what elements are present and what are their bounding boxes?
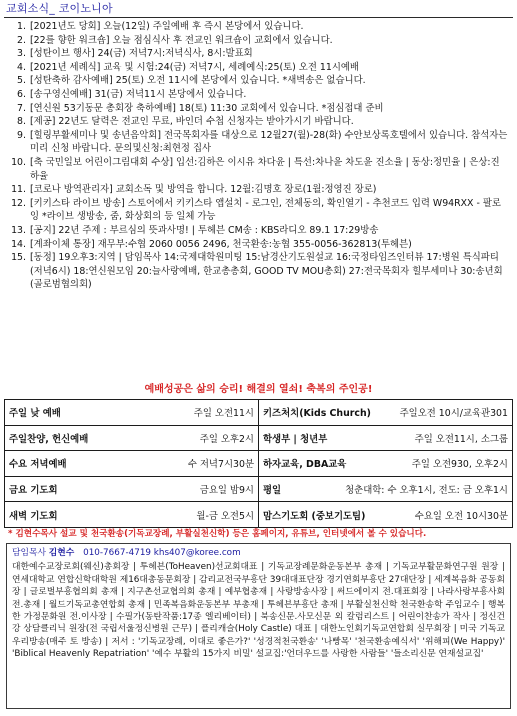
table-row: [5, 502, 513, 528]
news-item: 3. [성탄이브 행사] 24(금) 저녁7시:저녁식사, 8시:발표회: [17, 48, 253, 60]
news-item: 15. [동정] 19오후3:지역 | 담임목사 14:국제대학원미팅 15:남경산기도원설교 16:국정타임즈인터뷰 17:병원 특식파티(저녁6시) 18:연신원모임 20:늘사랑예배, 한교총총회, GOOD TV MOU총회) 27:전국목회자 힐부세미나 30:송년회(골로범협의회): [11, 252, 503, 291]
news-text: [힐링부활세미나 및 송년음악회] 전국목회자를 대상으로 12월27(월)-28(화) 수안보상록호텔에서 있습니다. 참석자는 미리 신청 바랍니다. 문의및신청:최현정 집사: [30, 129, 508, 155]
service-time: 금요일 밤9시: [199, 485, 254, 497]
service-name: 주일 낮 예배: [9, 408, 61, 420]
service-name: 금요 기도회: [9, 485, 58, 497]
page-header: 교회소식_ 코이노니아: [6, 2, 113, 15]
table-row: [5, 400, 513, 426]
news-item: 6. [송구영신예배] 31(금) 저녁11시 본당에서 있습니다.: [17, 88, 247, 100]
service-time: 수요일 오전 10시30분: [414, 510, 508, 522]
news-item: 11. [코로나 방역관리자] 교회소독 및 방역을 합니다. 12월:김명호 장로(1월:정영진 장로): [11, 184, 377, 196]
schedule-cell: [5, 451, 259, 477]
news-item: 7. [연신원 53기동문 총회장 축하예배] 18(토) 11:30 교회에서 있습니다. *점심접대 준비: [17, 102, 384, 114]
service-time: 주일 오후2시: [199, 433, 254, 445]
news-item: 14. [계좌이체 통장] 재무부:수협 2060 0056 2496, 천국환송:농협 355-0056-362813(투헤븐): [11, 238, 412, 250]
news-item: 5. [성탄축하 감사예배] 25(토) 오전 11시에 본당에서 있습니다. *새벽송은 없습니다.: [17, 75, 366, 87]
worship-schedule-table: [4, 399, 513, 528]
pastor-name: 김현수: [48, 548, 75, 558]
schedule-cell: [259, 451, 513, 477]
service-time: 청춘대학: 수 오후1시, 전도: 금 오후1시: [345, 485, 508, 497]
service-name: 맘스기도회 (중보기도팀): [263, 510, 366, 522]
news-text: [공지] 22년 주제 : 부르심의 뜻과사명! | 투헤븐 CM송 : KBS라디오 89.1 17:29방송: [30, 224, 379, 236]
news-item: 13. [공지] 22년 주제 : 부르심의 뜻과사명! | 투헤븐 CM송 : KBS라디오 89.1 17:29방송: [11, 224, 379, 236]
news-text: [축 국민일보 어린이그림대회 수상] 입선:김하은 이시유 차다윤 | 특선:차나윤 차도윤 진소율 | 동상:정민율 | 은상:진하율: [30, 156, 500, 182]
news-item: 12. [키키스타 라이브 방송] 스토어에서 키키스타 앱설치 - 로그인, 전체동의, 확인열기 - 추천코드 입력 W94RXX - 팔로잉 *라이브 생방송, 줌, 화상회의 등 일체 가능: [11, 197, 501, 223]
service-time: 수 저녁7시30분: [187, 459, 254, 471]
news-text: [코로나 방역관리자] 교회소독 및 방역을 합니다. 12월:김명호 장로(1월:정영진 장로): [30, 184, 377, 196]
news-item: 1. [2021년도 당회] 오늘(12일) 주일예배 후 즉시 본당에서 있습니다.: [17, 21, 304, 32]
news-text: [2021년 세례식] 교육 및 시험:24(금) 저녁7시, 세례예식:25(토) 오전 11시예배: [30, 61, 359, 73]
pastor-contact[interactable]: 010-7667-4719 khs407@koree.com: [83, 548, 241, 558]
news-item: 4. [2021년 세례식] 교육 및 시험:24(금) 저녁7시, 세례예식:25(토) 오전 11시예배: [17, 61, 359, 73]
news-text: [제공] 22년도 달력은 전교인 무료, 바인더 수첩 신청자는 받아가시기 바랍니다.: [30, 116, 354, 128]
pastor-role: 담임목사: [12, 548, 46, 558]
service-time: 주일오전 10시/교육관301: [399, 408, 508, 420]
pastor-header: [12, 547, 505, 559]
news-text: [22를 향한 워크숍] 오늘 점심식사 후 전교인 워크숍이 교회에서 있습니다.: [30, 34, 333, 46]
table-row: [5, 425, 513, 451]
table-row: [5, 451, 513, 477]
news-item: 9. [힐링부활세미나 및 송년음악회] 전국목회자를 대상으로 12월27(월)-28(화) 수안보상록호텔에서 있습니다. 참석자는 미리 신청 바랍니다. 문의및신청:최현정 집사: [17, 129, 508, 155]
schedule-cell: [259, 502, 513, 528]
sermon-notice: * 김현수목사 설교 및 천국환송(기독교장례, 부활실천신학) 등은 홈페이지, 유튜브, 인터넷에서 볼 수 있습니다.: [8, 529, 427, 539]
service-time: 주일 오전11시, 소그룹: [414, 433, 508, 445]
schedule-cell: [5, 476, 259, 502]
pastor-profile-box: [6, 543, 511, 709]
news-text: [성탄축하 감사예배] 25(토) 오전 11시에 본당에서 있습니다. *새벽송은 없습니다.: [30, 75, 366, 87]
news-text: [성탄이브 행사] 24(금) 저녁7시:저녁식사, 8시:발표회: [30, 48, 253, 60]
news-text: [키키스타 라이브 방송] 스토어에서 키키스타 앱설치 - 로그인, 전체동의, 확인열기 - 추천코드 입력 W94RXX - 팔로잉 *라이브 생방송, 줌, 화상회의 등 일체 가능: [30, 197, 501, 223]
news-text: [송구영신예배] 31(금) 저녁11시 본당에서 있습니다.: [30, 88, 247, 100]
news-list: [6, 20, 508, 292]
header-divider: [4, 17, 513, 18]
service-name: 새벽 기도회: [9, 510, 58, 522]
table-row: [5, 476, 513, 502]
service-time: 월-금 오전5시: [196, 510, 254, 522]
news-text: [계좌이체 통장] 재무부:수협 2060 0056 2496, 천국환송:농협 355-0056-362813(투헤븐): [30, 238, 412, 250]
schedule-cell: [259, 476, 513, 502]
service-name: 하자교육, DBA교육: [263, 459, 347, 471]
news-item: 10. [축 국민일보 어린이그림대회 수상] 입선:김하은 이시유 차다윤 | 특선:차나윤 차도윤 진소율 | 동상:정민율 | 은상:진하율: [11, 156, 500, 182]
schedule-cell: [259, 400, 513, 426]
worship-slogan: 예배성공은 삶의 승리! 해결의 열쇠! 축복의 주인공!: [144, 384, 373, 395]
news-item: 2. [22를 향한 워크숍] 오늘 점심식사 후 전교인 워크숍이 교회에서 있습니다.: [17, 34, 333, 46]
news-text: [2021년도 당회] 오늘(12일) 주일예배 후 즉시 본당에서 있습니다.: [30, 21, 304, 32]
service-time: 주일 오전11시: [193, 408, 254, 420]
pastor-bio: 대한예수교장로회(웨신)총회장 | 투헤븐(ToHeaven)선교회대표 | 기독교장례문화운동본부 총재 | 기독교부활문화연구원 원장 | 연세대학교 연합신학대학원 제16대총동문회장 | 감리교전국부흥단 39대대표단장 경기연회부흥단 27대단장 | 세계복음화 공동회장 | 글로벌부흥협의회 총재 | 지구촌선교협의회 총재 | 예부협총재 | 사랑방송사장 | 써드에이지 전.대표회장 | 나라사랑부흥사회 전.총재 | 월드기독교총연합회 총재 | 민족복음화운동본부 부총재 | 투헤븐부흥단 총재 | 부활실천신학 천국환송학 주임교수 | 행복한 가정문화원 전.이사장 | 수필가(동탄작품:17종 엘리베이터) | 북송신문.사모신문 외 칼럼리스트 | 어린이찬송가 작사 | 정신건강 상담클리닉 원장(전 국립서울정신병원 근무) | 플리캐슬(Holy Castle) 대표 | 대한노인회기독교연합회 실무회장 | 미국 기독교 우리방송(매주 토 방송) | 저서 : '기독교장례, 이대로 좋은가?' '성경적천국환송' '나빵목' '천국환송예식서' '위해피(We Happy)' 'Biblical Heavenly Repatriation' '예수 부활의 15가지 비밀' 설교집:'언더우드를 사랑한 사람들' '들소리신문 연재설교집': [12, 562, 505, 660]
service-name: 평일: [263, 485, 282, 497]
news-text: [동정] 19오후3:지역 | 담임목사 14:국제대학원미팅 15:남경산기도원설교 16:국정타임즈인터뷰 17:병원 특식파티(저녁6시) 18:연신원모임 20:늘사랑예배, 한교총총회, GOOD TV MOU총회) 27:전국목회자 힐부세미나 30:송년회(골로범협의회): [30, 252, 503, 291]
service-name: 주일찬양, 헌신예배: [9, 433, 89, 445]
service-name: 키즈처치(Kids Church): [263, 408, 371, 420]
news-item: 8. [제공] 22년도 달력은 전교인 무료, 바인더 수첩 신청자는 받아가시기 바랍니다.: [17, 116, 354, 128]
schedule-cell: [259, 425, 513, 451]
schedule-cell: [5, 400, 259, 426]
service-name: 학생부 | 청년부: [263, 433, 328, 445]
news-text: [연신원 53기동문 총회장 축하예배] 18(토) 11:30 교회에서 있습니다. *점심접대 준비: [30, 102, 384, 114]
service-time: 주일 오전930, 오후2시: [411, 459, 508, 471]
schedule-cell: [5, 425, 259, 451]
service-name: 수요 저녁예배: [9, 459, 67, 471]
schedule-cell: [5, 502, 259, 528]
